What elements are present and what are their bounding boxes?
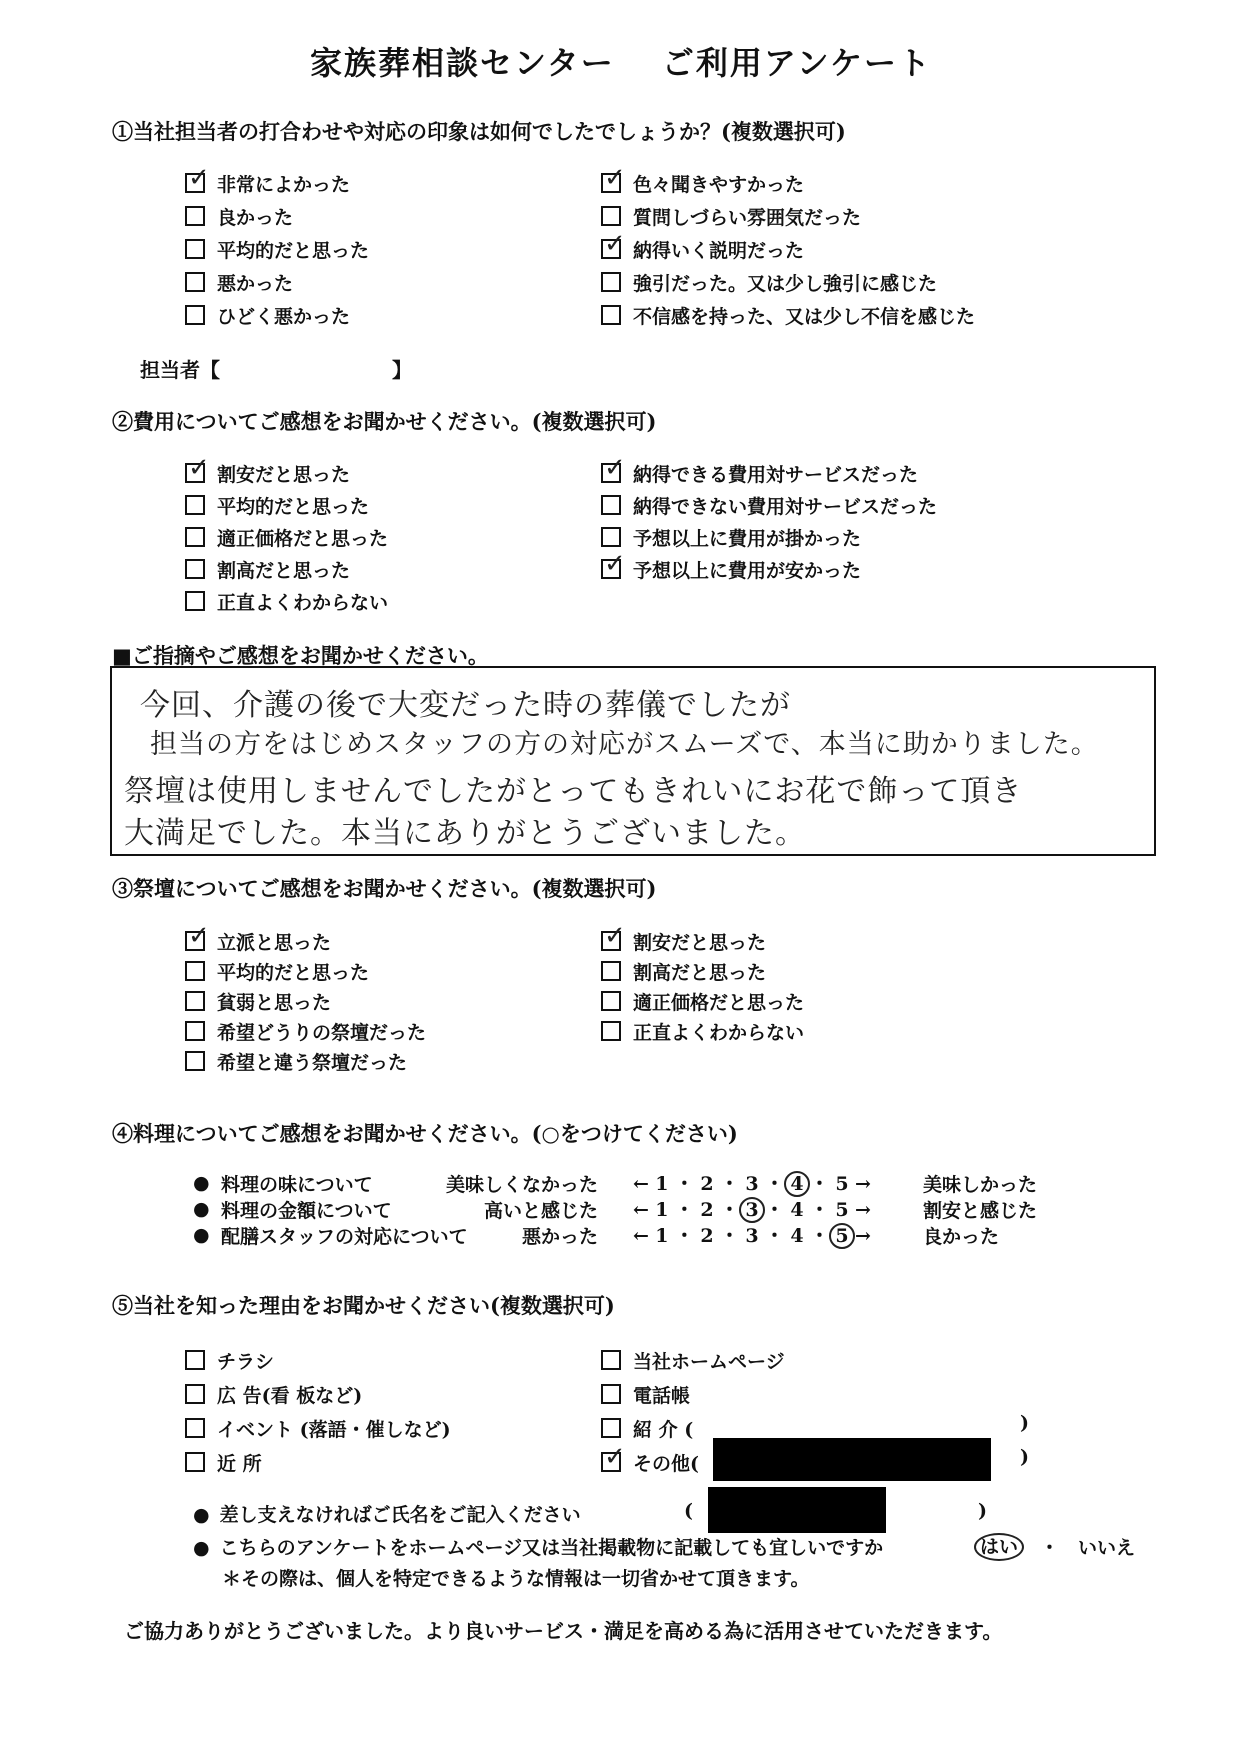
checkbox[interactable]	[601, 549, 626, 579]
rating-low-label: 悪かった	[521, 1225, 598, 1248]
rating-option-3[interactable]: 3	[739, 1197, 765, 1223]
rating-low-label: 高いと感じた	[483, 1199, 598, 1222]
checkbox-option[interactable]	[601, 1442, 699, 1475]
arrow-left-icon: ←	[633, 1173, 649, 1195]
rating-option-3[interactable]: 3	[745, 1225, 759, 1247]
rating-row-label: 料理の味について	[221, 1173, 373, 1196]
no-option[interactable]: いいえ	[1078, 1537, 1136, 1559]
checkbox-option[interactable]	[601, 492, 937, 518]
checkbox-option[interactable]	[185, 556, 350, 582]
option-label: 不信感を持った、又は少し不信を感じた	[633, 305, 976, 328]
checkbox[interactable]	[601, 921, 626, 951]
rating-option-2[interactable]: 2	[700, 1225, 714, 1247]
rating-separator: ・	[719, 1225, 739, 1247]
checkbox-option[interactable]	[601, 302, 975, 328]
option-label: 希望どうりの祭壇だった	[217, 1021, 427, 1044]
checkmark-icon: ✓	[604, 163, 626, 193]
option-label: 割安だと思った	[217, 463, 351, 486]
checkbox[interactable]	[601, 1418, 621, 1438]
rating-option-5[interactable]: 5	[835, 1173, 849, 1195]
option-label: 納得できない費用対サービスだった	[633, 495, 938, 518]
rating-option-4[interactable]: 4	[790, 1225, 804, 1247]
checkmark-icon: ✓	[604, 453, 626, 483]
rating-option-1[interactable]: 1	[655, 1199, 669, 1221]
rating-separator: ・	[809, 1199, 829, 1221]
checkbox-option[interactable]	[601, 1347, 785, 1373]
checkbox[interactable]	[185, 961, 205, 981]
option-label: 予想以上に費用が掛かった	[633, 527, 862, 550]
rating-option-1[interactable]: 1	[655, 1225, 669, 1247]
option-label: イベント (落語・催しなど)	[217, 1418, 451, 1441]
option-label: 納得いく説明だった	[633, 239, 805, 262]
checkbox[interactable]	[601, 495, 621, 515]
rating-low-label: 美味しくなかった	[445, 1173, 598, 1196]
redaction-bar	[713, 1438, 991, 1481]
checkbox[interactable]	[185, 1051, 205, 1071]
staff-name-field[interactable]	[240, 352, 390, 378]
rating-option-2[interactable]: 2	[700, 1199, 714, 1221]
option-label: 当社ホームページ	[633, 1350, 785, 1373]
checkbox[interactable]	[601, 1384, 621, 1404]
thanks-message: ご協力ありがとうございました。より良いサービス・満足を高める為に活用させていただきます。	[124, 1619, 1003, 1643]
checkbox-option[interactable]	[185, 958, 369, 984]
arrow-left-icon: ←	[633, 1199, 649, 1221]
q5-heading: ⑤当社を知った理由をお聞かせください(複数選択可)	[112, 1293, 615, 1318]
checkbox-option[interactable]	[601, 988, 804, 1014]
option-separator: ・	[1040, 1537, 1060, 1559]
rating-option-4[interactable]: 4	[784, 1171, 810, 1197]
referral-field[interactable]	[710, 1412, 1010, 1438]
other-close-paren: )	[1020, 1446, 1029, 1468]
checkbox-option[interactable]	[185, 588, 388, 614]
option-label: 予想以上に費用が安かった	[633, 559, 862, 582]
checkmark-icon: ✓	[188, 453, 210, 483]
checkbox[interactable]	[601, 1021, 621, 1041]
option-label: ひどく悪かった	[217, 305, 351, 328]
checkbox-option[interactable]	[185, 269, 293, 295]
rating-separator: ・	[674, 1199, 694, 1221]
checkbox-option[interactable]	[185, 1449, 262, 1475]
option-label: 悪かった	[217, 272, 294, 295]
checkbox[interactable]	[185, 1021, 205, 1041]
rating-option-2[interactable]: 2	[700, 1173, 714, 1195]
privacy-note: ＊その際は、個人を特定できるような情報は一切省かせて頂きます。	[222, 1568, 810, 1590]
checkbox[interactable]	[185, 239, 205, 259]
arrow-left-icon: ←	[633, 1225, 649, 1247]
checkbox-option[interactable]	[601, 203, 861, 229]
option-label: 立派と思った	[217, 931, 332, 954]
checkbox[interactable]	[185, 453, 210, 483]
option-label: チラシ	[217, 1350, 275, 1373]
rating-row-label: 料理の金額について	[221, 1199, 392, 1222]
checkbox[interactable]	[185, 921, 210, 951]
yes-option-circled[interactable]: はい	[974, 1533, 1024, 1561]
rating-option-5[interactable]: 5	[829, 1223, 855, 1249]
checkbox[interactable]	[601, 206, 621, 226]
checkbox[interactable]	[185, 1384, 205, 1404]
survey-title: 家族葬相談センター ご利用アンケート	[310, 44, 932, 82]
checkbox[interactable]	[185, 559, 205, 579]
option-label: 割安だと思った	[633, 931, 767, 954]
checkbox-option[interactable]	[601, 524, 861, 550]
q1-heading: ①当社担当者の打合わせや対応の印象は如何でしたでしょうか？(複数選択可)	[112, 119, 846, 144]
option-label: 貧弱と思った	[217, 991, 332, 1014]
option-label: 適正価格だと思った	[633, 991, 805, 1014]
checkbox-option[interactable]	[601, 958, 766, 984]
option-label: 質問しづらい雰囲気だった	[633, 206, 862, 229]
rating-row-label: 配膳スタッフの対応について	[221, 1225, 468, 1248]
checkbox-option[interactable]	[185, 524, 388, 550]
rating-row	[193, 1222, 1063, 1248]
name-redaction	[708, 1487, 886, 1533]
rating-separator: ・	[809, 1225, 829, 1247]
option-label: 良かった	[217, 206, 294, 229]
checkbox-option[interactable]	[601, 549, 862, 582]
option-label: 近 所	[217, 1452, 262, 1475]
checkbox[interactable]	[185, 527, 205, 547]
q3-heading: ③祭壇についてご感想をお聞かせください。(複数選択可)	[112, 876, 657, 901]
rating-high-label: 良かった	[923, 1225, 1000, 1248]
checkmark-icon: ✓	[604, 1442, 626, 1472]
checkbox[interactable]	[185, 272, 205, 292]
comment-line: 大満足でした。本当にありがとうございました。	[124, 816, 806, 851]
name-open-paren: (	[684, 1500, 693, 1522]
checkbox-option[interactable]	[185, 302, 350, 328]
rating-separator: ・	[764, 1225, 784, 1247]
arrow-right-icon: →	[854, 1173, 871, 1195]
checkbox[interactable]	[185, 1350, 205, 1370]
checkbox[interactable]	[185, 206, 205, 226]
rating-high-label: 割安と感じた	[923, 1199, 1038, 1222]
checkbox[interactable]	[185, 163, 210, 193]
checkbox-option[interactable]	[185, 203, 293, 229]
rating-separator: ・	[764, 1199, 784, 1221]
rating-option-1[interactable]: 1	[655, 1173, 669, 1195]
rating-scale	[633, 1221, 871, 1249]
option-label: その他(	[633, 1452, 699, 1475]
checkbox-option[interactable]	[185, 1347, 274, 1373]
checkbox[interactable]	[601, 163, 626, 193]
checkbox-option[interactable]	[185, 988, 331, 1014]
checkmark-icon: ✓	[604, 921, 626, 951]
option-label: 正直よくわからない	[217, 591, 389, 614]
rating-separator: ・	[809, 1173, 829, 1195]
checkmark-icon: ✓	[604, 549, 626, 579]
checkbox-option[interactable]	[185, 1018, 426, 1044]
rating-separator: ・	[674, 1173, 694, 1195]
q4-heading: ④料理についてご感想をお聞かせください。(○をつけてください)	[112, 1121, 738, 1146]
arrow-right-icon: →	[854, 1225, 871, 1247]
checkbox-option[interactable]	[185, 453, 351, 486]
checkbox[interactable]	[601, 527, 621, 547]
option-label: 納得できる費用対サービスだった	[633, 463, 919, 486]
checkbox[interactable]	[601, 272, 621, 292]
staff-label: 担当者【	[140, 358, 220, 382]
rating-high-label: 美味しかった	[923, 1173, 1038, 1196]
checkmark-icon: ✓	[188, 163, 210, 193]
option-label: 平均的だと思った	[217, 239, 370, 262]
name-close-paren: )	[978, 1500, 987, 1522]
bullet-icon: ●	[193, 1224, 210, 1246]
publish-prompt: ● こちらのアンケートをホームページ又は当社掲載物に記載しても宜しいですか	[193, 1533, 883, 1560]
option-label: 広 告(看 板など)	[217, 1384, 363, 1407]
checkbox-option[interactable]	[601, 163, 805, 196]
referral-close-paren: )	[1020, 1412, 1029, 1434]
checkbox-option[interactable]	[185, 1381, 362, 1407]
option-label: 希望と違う祭壇だった	[217, 1051, 408, 1074]
checkbox[interactable]	[601, 229, 626, 259]
rating-separator: ・	[719, 1173, 739, 1195]
q2-heading: ②費用についてご感想をお聞かせください。(複数選択可)	[112, 409, 657, 434]
checkbox-option[interactable]	[601, 1381, 690, 1407]
checkbox[interactable]	[601, 961, 621, 981]
checkbox[interactable]	[185, 591, 205, 611]
rating-separator: ・	[764, 1173, 784, 1195]
checkbox[interactable]	[601, 991, 621, 1011]
rating-row	[193, 1170, 1063, 1196]
checkbox-option[interactable]	[185, 1415, 451, 1441]
checkbox[interactable]	[185, 1418, 205, 1438]
rating-separator: ・	[719, 1199, 739, 1221]
name-prompt: ● 差し支えなければご氏名をご記入ください	[193, 1500, 581, 1527]
option-label: 強引だった。又は少し強引に感じた	[633, 272, 938, 295]
option-label: 電話帳	[633, 1384, 691, 1407]
option-label: 適正価格だと思った	[217, 527, 389, 550]
checkbox[interactable]	[601, 305, 621, 325]
checkbox[interactable]	[185, 495, 205, 515]
rating-separator: ・	[674, 1225, 694, 1247]
checkbox-option[interactable]	[601, 269, 937, 295]
comment-heading: ■ご指摘やご感想をお聞かせください。	[112, 643, 489, 668]
checkbox-option[interactable]	[185, 492, 369, 518]
option-label: 紹 介 (	[633, 1418, 694, 1441]
option-label: 非常によかった	[217, 173, 351, 196]
option-label: 平均的だと思った	[217, 961, 370, 984]
rating-scale	[633, 1169, 871, 1197]
checkbox-option[interactable]	[185, 921, 332, 954]
checkbox-option[interactable]	[601, 229, 805, 262]
comment-line: 担当の方をはじめスタッフの方の対応がスムーズで、本当に助かりました。	[150, 729, 1099, 760]
staff-close-bracket: 】	[392, 358, 412, 382]
checkbox[interactable]	[601, 1350, 621, 1370]
checkbox-option[interactable]	[601, 1415, 693, 1441]
checkbox[interactable]	[601, 453, 626, 483]
checkbox-option[interactable]	[185, 236, 369, 262]
comment-line: 祭壇は使用しませんでしたがとってもきれいにお花で飾って頂き	[124, 774, 1023, 809]
bullet-icon: ●	[193, 1172, 210, 1194]
checkbox[interactable]	[185, 991, 205, 1011]
checkbox[interactable]	[601, 1442, 626, 1472]
checkbox-option[interactable]	[185, 163, 351, 196]
option-label: 割高だと思った	[217, 559, 351, 582]
arrow-right-icon: →	[854, 1199, 871, 1221]
option-label: 正直よくわからない	[633, 1021, 805, 1044]
option-label: 割高だと思った	[633, 961, 767, 984]
rating-option-5[interactable]: 5	[835, 1199, 849, 1221]
checkbox[interactable]	[185, 305, 205, 325]
comment-line: 今回、介護の後で大変だった時の葬儀でしたが	[140, 688, 791, 723]
rating-option-3[interactable]: 3	[745, 1173, 759, 1195]
option-label: 色々聞きやすかった	[633, 173, 805, 196]
checkbox[interactable]	[185, 1452, 205, 1472]
checkmark-icon: ✓	[188, 921, 210, 951]
checkmark-icon: ✓	[604, 229, 626, 259]
bullet-icon: ●	[193, 1198, 210, 1220]
rating-row	[193, 1196, 1063, 1222]
checkbox-option[interactable]	[601, 453, 919, 486]
option-label: 平均的だと思った	[217, 495, 370, 518]
rating-scale	[633, 1195, 871, 1223]
checkbox-option[interactable]	[185, 1048, 407, 1074]
checkbox-option[interactable]	[601, 1018, 804, 1044]
rating-option-4[interactable]: 4	[790, 1199, 804, 1221]
checkbox-option[interactable]	[601, 921, 767, 954]
